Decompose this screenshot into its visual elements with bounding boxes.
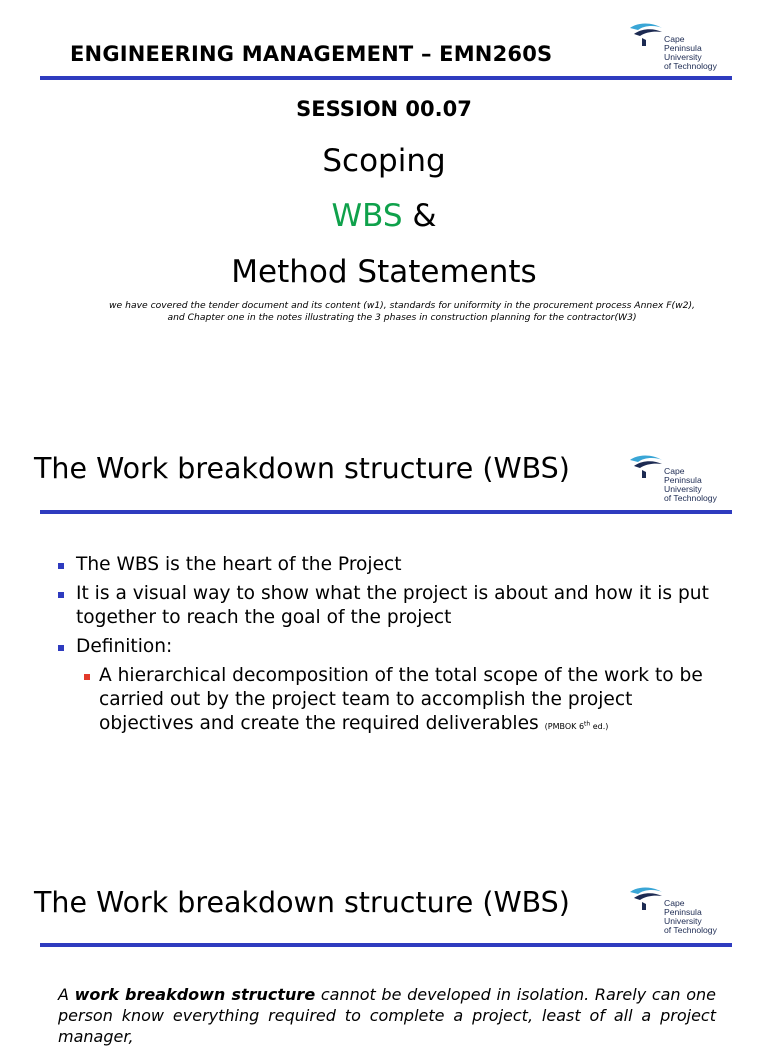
para-bold-term: work breakdown structure: [74, 985, 316, 1004]
heading-rule: [40, 510, 732, 514]
para-rest: cannot be developed in isolation. Rarely can one person know everything required to complete a project, least of all a project manager,: [58, 985, 717, 1046]
logo-wave-icon: [628, 454, 668, 480]
bullet-square-icon: [58, 645, 64, 651]
title-line-2: [0, 197, 768, 235]
logo-line: of Technology: [664, 61, 717, 71]
citation-pre: (PMBOK 6: [544, 722, 585, 731]
session-note: we have covered the tender document and its content (w1), standards for uniformity in the procurement process Annex F(w2), and Chapter one in the notes illustrating the 3 phases in construction planning for the contractor(W3): [109, 300, 695, 323]
definition-text: A hierarchical decomposition of the total scope of the work to be carried out by the project team to accomplish the project objectives and create the required deliverables: [99, 665, 703, 734]
bullet-list: [0, 553, 768, 744]
cput-logo: [628, 454, 728, 510]
logo-line: Peninsula: [664, 475, 702, 485]
slide-2: [0, 432, 768, 852]
logo-line: University: [664, 52, 702, 62]
logo-line: Cape: [664, 466, 685, 476]
slide-heading: The Work breakdown structure (WBS): [34, 452, 570, 485]
slide-heading: The Work breakdown structure (WBS): [34, 886, 570, 919]
logo-line: Cape: [664, 898, 685, 908]
title-line-1: Scoping: [322, 143, 446, 179]
logo-text: [664, 899, 717, 935]
list-item: [0, 553, 768, 577]
para-lead: A: [58, 985, 75, 1004]
logo-text: [664, 467, 717, 503]
logo-text: [664, 35, 717, 71]
bullet-text: It is a visual way to show what the project is about and how it is put together to reach the goal of the project: [76, 583, 709, 628]
logo-line: of Technology: [664, 925, 717, 935]
logo-wave-icon: [628, 886, 668, 912]
course-title: ENGINEERING MANAGEMENT – EMN260S: [70, 42, 553, 66]
body-paragraph: [58, 984, 716, 1047]
logo-line: Peninsula: [664, 43, 702, 53]
title-line-3: Method Statements: [231, 254, 537, 290]
heading-rule: [40, 943, 732, 947]
title-rule: [40, 76, 732, 80]
bullet-text: Definition:: [76, 636, 173, 657]
list-item: [0, 635, 768, 659]
ampersand: &: [402, 198, 437, 234]
logo-line: University: [664, 484, 702, 494]
logo-line: of Technology: [664, 493, 717, 503]
slide-3: [0, 862, 768, 1046]
sub-list-item: [0, 664, 768, 739]
logo-line: University: [664, 916, 702, 926]
citation-post: ed.): [590, 722, 609, 731]
bullet-square-icon: [58, 563, 64, 569]
logo-line: Cape: [664, 34, 685, 44]
sub-bullet-square-icon: [84, 674, 90, 680]
session-number: SESSION 00.07: [296, 97, 472, 121]
logo-wave-icon: [628, 22, 668, 48]
logo-line: Peninsula: [664, 907, 702, 917]
cput-logo: [628, 886, 728, 942]
citation: [545, 722, 609, 731]
wbs-highlight: WBS: [331, 198, 403, 234]
slide-1: [0, 0, 768, 420]
cput-logo: [628, 22, 728, 78]
bullet-text: The WBS is the heart of the Project: [76, 554, 402, 575]
citation-sup: th: [584, 720, 591, 728]
bullet-square-icon: [58, 592, 64, 598]
list-item: [0, 582, 768, 630]
